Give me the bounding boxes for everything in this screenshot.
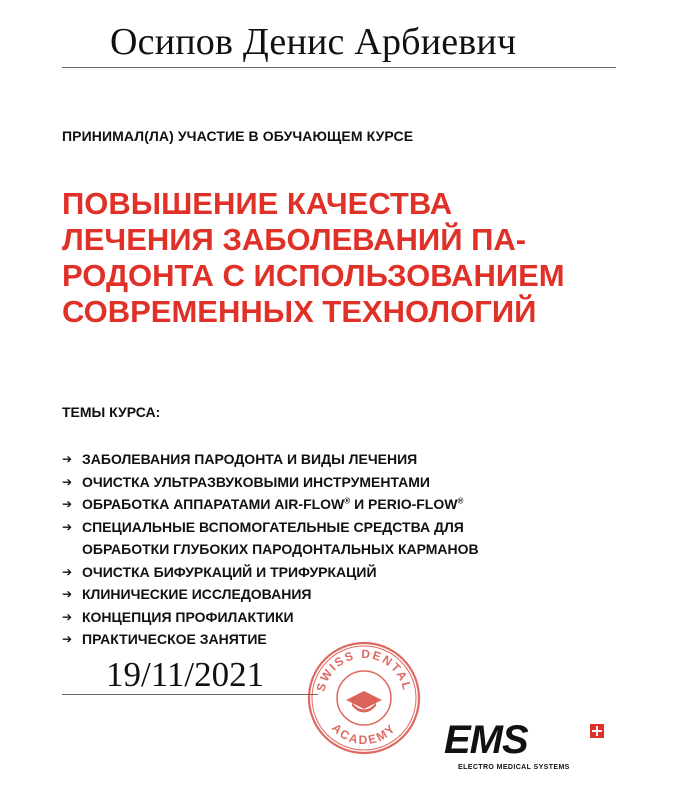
airflow-text: ОБРАБОТКА АППАРАТАМИ AIR-FLOW <box>82 496 345 512</box>
course-title <box>62 186 622 330</box>
stamp-bottom-text: ACADEMY <box>329 720 399 748</box>
course-title-line: ПОВЫШЕНИЕ КАЧЕСТВА <box>62 186 453 221</box>
topic-item <box>62 583 479 606</box>
swiss-cross-icon <box>590 724 604 738</box>
registered-mark: ® <box>344 496 351 506</box>
topic-text: ОБРАБОТКИ ГЛУБОКИХ ПАРОДОНТАЛЬНЫХ КАРМАНОВ <box>82 541 479 557</box>
participant-name: Осипов Денис Арбиевич <box>110 21 517 63</box>
topic-item <box>62 516 479 539</box>
topic-item <box>62 471 479 494</box>
perioflow-text: И PERIO-FLOW <box>350 496 458 512</box>
topic-text: ОЧИСТКА УЛЬТРАЗВУКОВЫМИ ИНСТРУМЕНТАМИ <box>82 473 430 490</box>
topics-heading: ТЕМЫ КУРСА: <box>62 404 161 420</box>
ems-logo-letters: EMS <box>444 718 528 762</box>
course-title-line: ЛЕЧЕНИЯ ЗАБОЛЕВАНИЙ ПА- <box>62 222 527 257</box>
topic-item <box>62 561 479 584</box>
arrow-icon: ➔ <box>62 474 73 489</box>
topic-text <box>82 493 463 516</box>
arrow-icon: ➔ <box>62 564 73 579</box>
arrow-icon: ➔ <box>62 587 73 601</box>
topic-text: КОНЦЕПЦИЯ ПРОФИЛАКТИКИ <box>82 608 294 625</box>
topic-item <box>62 606 479 629</box>
participation-statement: ПРИНИМАЛ(ЛА) УЧАСТИЕ В ОБУЧАЮЩЕМ КУРСЕ <box>62 128 414 144</box>
arrow-icon: ➔ <box>62 632 73 646</box>
topic-item <box>62 448 479 471</box>
topic-text: СПЕЦИАЛЬНЫЕ ВСПОМОГАТЕЛЬНЫЕ СРЕДСТВА ДЛЯ <box>82 518 464 535</box>
course-title-line: РОДОНТА С ИСПОЛЬЗОВАНИЕМ <box>62 258 565 293</box>
swiss-dental-academy-stamp <box>306 640 422 756</box>
name-underline <box>62 67 616 68</box>
mortarboard-icon <box>346 691 382 713</box>
arrow-icon: ➔ <box>62 452 73 466</box>
date-underline <box>62 694 318 695</box>
topics-list <box>62 448 479 651</box>
ems-tagline: ELECTRO MEDICAL SYSTEMS <box>458 764 570 771</box>
stamp-top-text: SWISS DENTAL <box>313 646 415 693</box>
topic-text: ЗАБОЛЕВАНИЯ ПАРОДОНТА И ВИДЫ ЛЕЧЕНИЯ <box>82 451 418 467</box>
arrow-icon: ➔ <box>62 519 73 534</box>
topic-text: КЛИНИЧЕСКИЕ ИССЛЕДОВАНИЯ <box>82 586 312 602</box>
topic-item-continuation <box>62 538 479 561</box>
arrow-icon: ➔ <box>62 497 73 511</box>
topic-text: ОЧИСТКА БИФУРКАЦИЙ И ТРИФУРКАЦИЙ <box>82 563 377 580</box>
ems-logo <box>444 720 612 771</box>
course-title-line: СОВРЕМЕННЫХ ТЕХНОЛОГИЙ <box>62 294 537 329</box>
topic-text: ПРАКТИЧЕСКОЕ ЗАНЯТИЕ <box>82 631 267 647</box>
issue-date: 19/11/2021 <box>106 655 265 694</box>
registered-mark: ® <box>457 496 464 506</box>
arrow-icon: ➔ <box>62 609 73 624</box>
topic-item <box>62 493 479 516</box>
